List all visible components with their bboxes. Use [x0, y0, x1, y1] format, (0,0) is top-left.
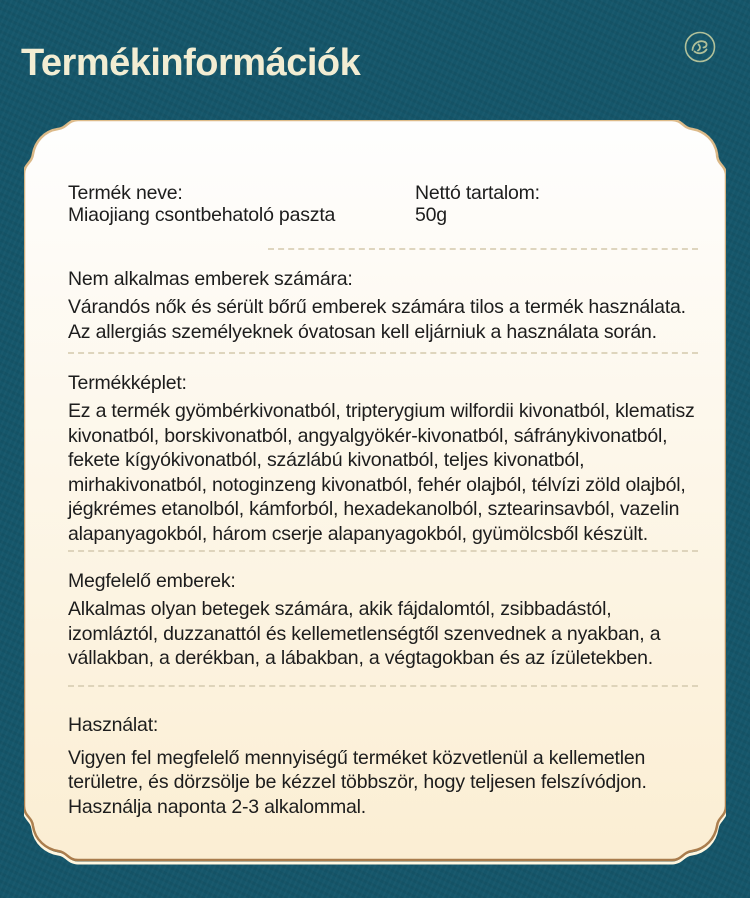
section-heading: Nem alkalmas emberek számára: [68, 268, 353, 290]
section-usage [68, 713, 698, 820]
product-name-label: Termék neve: [68, 182, 183, 204]
section-body: Ez a termék gyömbérkivonatból, tripterygium wilfordii kivonatból, klematisz kivonatból, borskivonatból, angyalgyökér-kivonatból, sáfránykivonatból, fekete kígyókivonatból, százlábú kivonatból, teljes kivonatból, mirhakivonatból, notoginzeng kivonatból, fehér olajból, télvízi zöld olajból, jégkrémes etanolból, kámforból, hexadekanolból, sztearinsavból, vazelin alapanyagokból, három cserje alapanyagokból, gyümölcsből készült. [68, 400, 695, 545]
dashed-divider [68, 550, 698, 552]
section-unsuitable-people [68, 267, 698, 344]
product-info-card [24, 120, 726, 860]
product-name-value: Miaojiang csontbehatoló paszta [68, 204, 336, 226]
section-product-formula [68, 371, 698, 546]
section-heading: Termékképlet: [68, 372, 187, 394]
section-heading: Használat: [68, 713, 159, 736]
net-content-label: Nettó tartalom: [415, 182, 540, 204]
section-body: Várandós nők és sérült bőrű emberek számára tilos a termék használata. Az allergiás személyeknek óvatosan kell eljárniuk a használata során. [68, 296, 686, 343]
section-suitable-people [68, 569, 698, 671]
section-body: Alkalmas olyan betegek számára, akik fájdalomtól, zsibbadástól, izomláztól, duzzanattól és kellemetlenségtől szenvednek a nyakban, a vállakban, a derékban, a lábakban, a végtagokban és az ízületekben. [68, 598, 661, 669]
dashed-divider [68, 352, 698, 354]
page-title: Termékinformációk [21, 42, 361, 84]
product-summary-row [68, 182, 698, 226]
net-content-block [415, 182, 698, 226]
dashed-divider [68, 685, 698, 687]
brand-swirl-logo-icon [682, 29, 718, 65]
product-name-block [68, 182, 415, 226]
section-body: Vigyen fel megfelelő mennyiségű terméket közvetlenül a kellemetlen területre, és dörzsölje be kézzel többször, hogy teljesen felszívódjon. Használja naponta 2-3 alkalommal. [68, 746, 647, 818]
section-heading: Megfelelő emberek: [68, 570, 236, 592]
net-content-value: 50g [415, 204, 447, 226]
dashed-divider [268, 248, 698, 250]
